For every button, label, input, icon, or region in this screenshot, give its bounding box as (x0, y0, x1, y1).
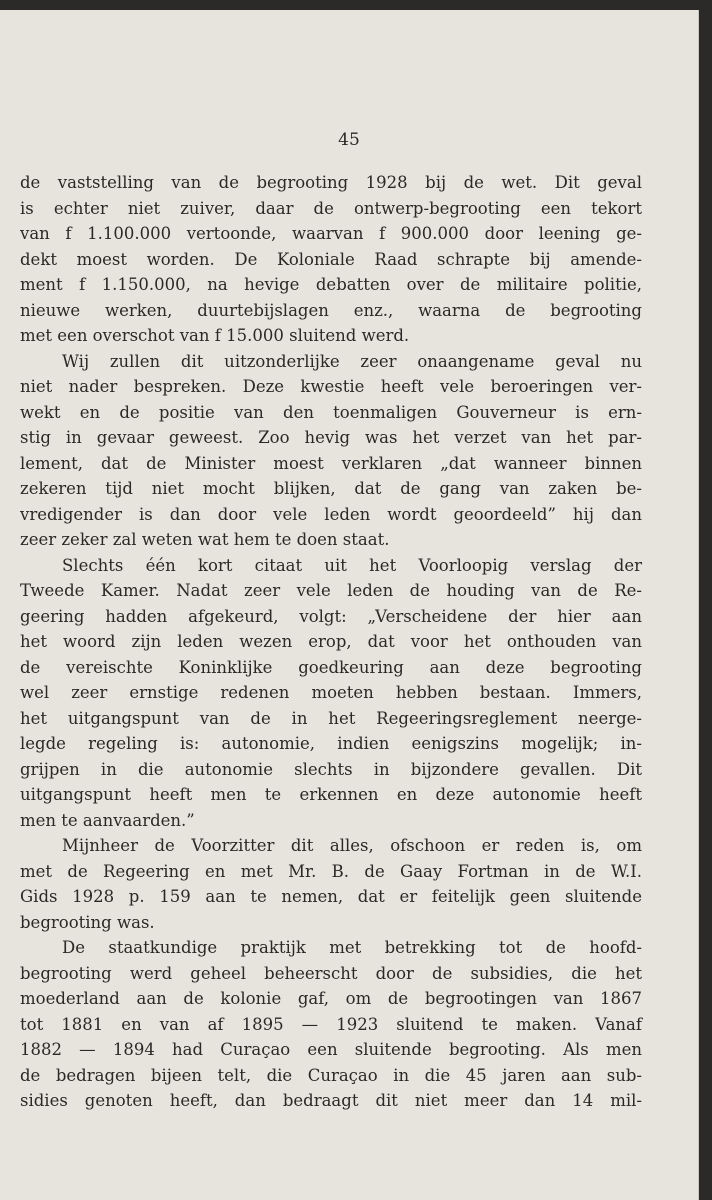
text-line-34: tot 1881 en van af 1895 — 1923 sluitend te maken. Vanaf (20, 1014, 642, 1034)
text-line-10: wekt en de positie van den toenmaligen Gouverneur is ern- (20, 402, 642, 422)
text-line-3: van f 1.100.000 vertoonde, waarvan f 900.000 door leening ge- (20, 224, 642, 243)
text-line-19: het woord zijn leden wezen erop, dat voor het onthouden van (20, 632, 642, 651)
text-line-12: lement, dat de Minister moest verklaren „dat wanneer binnen (20, 453, 642, 473)
text-line-1: de vaststelling van de begrooting 1928 bij de wet. Dit geval (20, 173, 642, 192)
text-line-14: vredigender is dan door vele leden wordt geoordeeld” hij dan (20, 504, 642, 524)
text-line-7: met een overschot van f 15.000 sluitend werd. (20, 326, 410, 345)
text-line-31: De staatkundige praktijk met betrekking tot de hoofd- (62, 938, 642, 957)
text-line-33: moederland aan de kolonie gaf, om de begrootingen van 1867 (20, 989, 642, 1008)
text-line-23: legde regeling is: autonomie, indien eenigszins mogelijk; in- (20, 734, 642, 753)
text-line-17: Tweede Kamer. Nadat zeer vele leden de houding van de Re- (20, 581, 642, 600)
text-line-2: is echter niet zuiver, daar de ontwerp-begrooting een tekort (20, 198, 642, 218)
text-line-24: grijpen in die autonomie slechts in bijzondere gevallen. Dit (20, 759, 642, 779)
text-line-27: Mijnheer de Voorzitter dit alles, ofschoon er reden is, om (62, 836, 642, 855)
body-text (20, 170, 642, 1114)
text-line-30: begrooting was. (20, 912, 155, 932)
text-line-21: wel zeer ernstige redenen moeten hebben bestaan. Immers, (20, 683, 642, 702)
text-line-16: Slechts één kort citaat uit het Voorloopig verslag der (62, 555, 642, 575)
text-line-5: ment f 1.150.000, na hevige debatten over de militaire politie, (20, 275, 642, 294)
book-page (0, 10, 699, 1200)
text-line-26: men te aanvaarden.” (20, 810, 195, 830)
text-line-4: dekt moest worden. De Koloniale Raad schrapte bij amende- (20, 249, 642, 269)
text-line-37: sidies genoten heeft, dan bedraagt dit niet meer dan 14 mil- (20, 1091, 642, 1110)
text-line-9: niet nader bespreken. Deze kwestie heeft vele beroeringen ver- (20, 377, 642, 396)
page-number: 45 (338, 130, 360, 150)
text-line-18: geering hadden afgekeurd, volgt: „Verscheidene der hier aan (20, 606, 642, 626)
text-line-8: Wij zullen dit uitzonderlijke zeer onaangename geval nu (62, 351, 642, 371)
text-line-6: nieuwe werken, duurtebijslagen enz., waarna de begrooting (20, 300, 642, 320)
text-line-25: uitgangspunt heeft men te erkennen en deze autonomie heeft (20, 785, 642, 804)
text-line-11: stig in gevaar geweest. Zoo hevig was het verzet van het par- (20, 428, 642, 447)
text-line-20: de vereischte Koninklijke goedkeuring aan deze begrooting (20, 657, 642, 677)
text-line-29: Gids 1928 p. 159 aan te nemen, dat er feitelijk geen sluitende (20, 887, 642, 906)
text-line-36: de bedragen bijeen telt, die Curaçao in die 45 jaren aan sub- (20, 1065, 642, 1085)
text-line-22: het uitgangspunt van de in het Regeeringsreglement neerge- (20, 708, 642, 728)
text-line-13: zekeren tijd niet mocht blijken, dat de gang van zaken be- (20, 479, 642, 498)
text-line-28: met de Regeering en met Mr. B. de Gaay Fortman in de W.I. (20, 861, 642, 881)
text-line-15: zeer zeker zal weten wat hem te doen staat. (20, 530, 390, 549)
text-line-35: 1882 — 1894 had Curaçao een sluitende begrooting. Als men (20, 1040, 642, 1059)
text-line-32: begrooting werd geheel beheerscht door de subsidies, die het (20, 963, 642, 983)
